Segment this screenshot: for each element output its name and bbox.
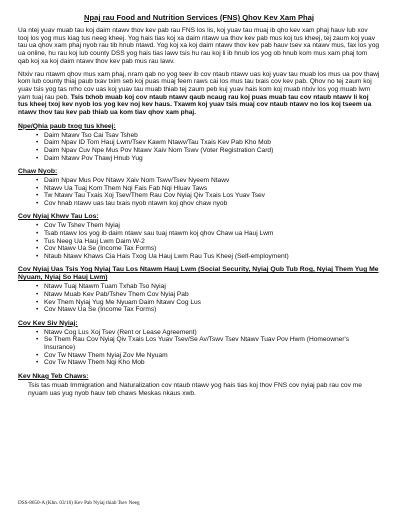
section-immigration	[18, 373, 380, 397]
documents-paragraph-text: Ntxiv rau ntawm qhov mus xam phaj, nram qab no yog teev ib cov ntaub ntawv uas koj yuav tau muab los mus ua pov thawj kom lub county thiaj paub txav txim seb koj puas muaj feem raws cai los mus tau txais cov kev pab. Qhov no tej zaum koj yuav tsis yog tas nrho cov uas koj yuav tau muab thiab tej zaum peb kuj yuav hais kom koj muab ntxiv los yog muab lwm yam tuaj rau peb.	[18, 70, 380, 101]
list-item: • Tw Ntawv Tau Txais Xoj Tsev/Them Rau Cov Nyiaj Qiv Txais Los Yuav Tsev	[36, 192, 380, 200]
section-heading: Chaw Nyob:	[18, 168, 58, 176]
section-list	[18, 132, 380, 162]
section-expenses	[18, 320, 380, 367]
list-item: • Cov Ntawv Ua Se (Income Tax Forms)	[36, 306, 380, 314]
list-item: • Cov Tw Ntawv Them Nyiaj Zov Me Nyuam	[36, 352, 380, 360]
list-item: • Daim Npav ID Tom Hauj Lwm/Tsev Kawm Ntawv/Tau Txais Kev Pab Kho Mob	[36, 139, 380, 147]
page-title: Npaj rau Food and Nutrition Services (FNS) Qhov Kev Xam Phaj	[84, 13, 314, 22]
list-item: • Daim Npav Mus Pov Ntawv Xaiv Nom Tswv/Tsev Nyeem Ntawv	[36, 177, 380, 185]
section-heading: Cov Nyiaj Uas Tsis Yog Nyiaj Tau Los Ntawm Hauj Lwm (Social Security, Nyiaj Qub Tub Rog, Nyiaj Them Yug Me Nyuam, Nyiaj So Hauj Lwm)	[18, 266, 379, 282]
section-identity	[18, 123, 380, 162]
immigration-paragraph: Tsis tas muab Immigration and Naturalization cov ntaub ntawv yog hais tias koj thov FNS cov nyiaj pab rau cov me nyuam uas yug nyob hauv teb chaws Meskas nkaus xwb.	[28, 381, 362, 397]
section-list	[18, 329, 380, 367]
list-item: • Daim Npav Cuv Npe Mus Pov Ntawv Xaiv Nom Tswv (Voter Registration Card)	[36, 147, 380, 155]
form-footer: DSS-8650-A (Khn. 03/16) Kev Pab Nyiaj thiab Tsev Neeg	[18, 500, 140, 506]
list-item: • Ntawv Muab Kev Pab/Tshev Them Cov Nyiaj Pab	[36, 291, 380, 299]
section-address	[18, 168, 380, 207]
list-item: • Tsab ntawv los yog ib daim ntawv sau tuaj ntawm koj qhov Chaw ua Hauj Lwm	[36, 230, 380, 238]
intro-paragraph: Ua ntej yuav muab tau koj daim ntawv thov kev pab rau FNS los lis, koj yuav tau muaj ib qho kev xam phaj hauv lub xov tooj los yog mus kiag tus neeg kheej. Yog hais tias koj xa daim ntawv ua thov kev pab mus koj tus kheej, tej zaum koj yuav tau ua qhov xam phaj nyob rau tib hnub ntawd. Yog koj xa koj daim ntawv thov kev pab hauv tsev xa ntawv mus, fax los yog ua online, hu rau koj lub county DSS yog hais tias lawv tsis hu rau koj li ib hnub los yog ob hnub kom mus xam phaj tom qab koj xa koj daim ntawv thov kev pab mus rau lawv.	[18, 27, 380, 65]
list-item: • Ntawv Cog Lus Xoj Tsev (Rent or Lease Agreement)	[36, 329, 380, 337]
documents-paragraph	[18, 71, 380, 117]
section-list	[18, 222, 380, 260]
section-earned-income	[18, 213, 380, 260]
list-item: • Ntawv Ua Tuaj Kom Them Nqi Fais Fab Nqi Hluav Taws	[36, 185, 380, 193]
list-item: • Daim Ntawv Tso Cai Tsav Tsheb	[36, 132, 380, 140]
list-item: • Daim Ntawv Pov Thawj Hnub Yug	[36, 155, 380, 163]
list-item: • Cov Ntawv Ua Se (Income Tax Forms)	[36, 245, 380, 253]
list-item: • Ntawv Tuaj Ntawm Tuam Txhab Tso Nyiaj	[36, 283, 380, 291]
section-list	[18, 177, 380, 207]
section-heading: Kev Nkag Teb Chaws:	[18, 372, 89, 380]
list-item: • Kev Them Nyiaj Yug Me Nyuam Daim Ntawv Cog Lus	[36, 299, 380, 307]
section-heading: Npe/Qhia paub txog tus kheej:	[18, 122, 116, 130]
section-heading: Cov Nyiaj Khwv Tau Los:	[18, 213, 99, 221]
list-item: • Cov Tw Ntawv Them Nqi Kho Mob	[36, 359, 380, 367]
list-item: • Cov hnab ntawv uas tau txais nyob ntawm koj qhov chaw nyob	[36, 200, 380, 208]
list-item: • Se Them Rau Cov Nyiaj Qiv Txais Los Yuav Tsev/Se Av/Tswv Tsev Ntawv Tuav Pov Hwm (Homeowner's Insurance)	[36, 336, 380, 351]
list-item: • Cov Tw Tshev Them Nyiaj	[36, 222, 380, 230]
documents-paragraph-bold: Tsis txhob muab koj cov ntaub ntawv qaub ncaug rau koj puas muab tau cov ntaub ntawv li koj tus kheej txoj kev nyob los yog kev noj kev haus. Txawm koj yuav tsis muaj cov ntaub ntawv no los koj tseem ua ntawv thov tau kev pab thiab ua kom tiav qhov xam phaj.	[18, 93, 372, 117]
section-unearned-income	[18, 266, 380, 313]
list-item: • Tus Neeg Ua Hauj Lwm Daim W-2	[36, 238, 380, 246]
section-heading: Cov Kev Siv Nyiaj:	[18, 319, 78, 327]
section-list	[18, 283, 380, 313]
list-item: • Ntaub Ntawv Khaws Cia Hais Txog Ua Hauj Lwm Rau Tus Kheej (Self-employment)	[36, 253, 380, 261]
